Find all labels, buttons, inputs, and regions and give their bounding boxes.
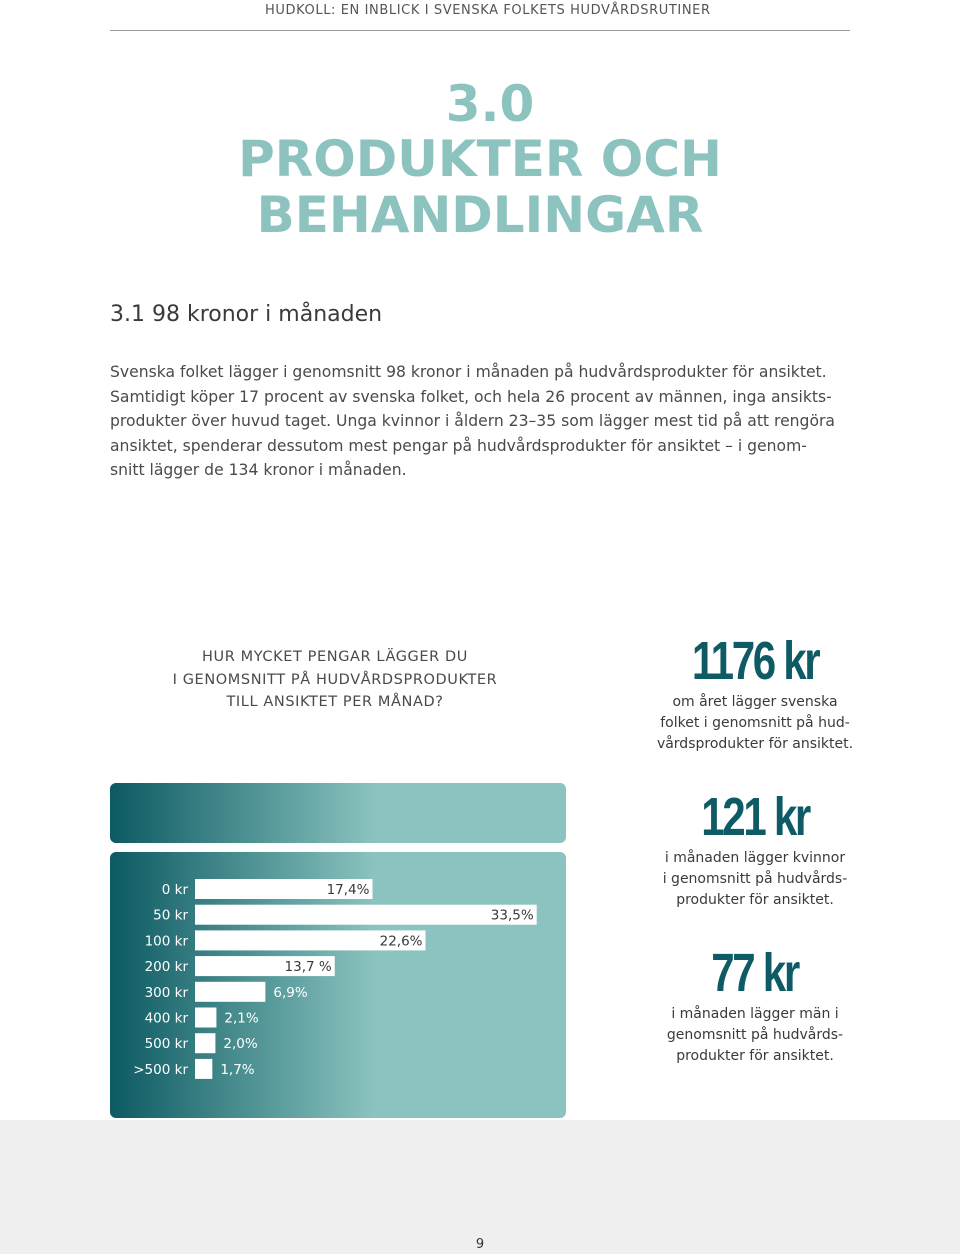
category-label: 500 kr — [144, 1036, 188, 1053]
category-label: 50 kr — [153, 907, 188, 924]
category-label: 0 kr — [161, 882, 188, 898]
category-label: 300 kr — [144, 984, 188, 1001]
page-number: 9 — [475, 1237, 485, 1252]
stat-yearly-value: 1176 kr — [691, 631, 819, 691]
running-header-text: HUDKOLL: EN INBLICK I SVENSKA FOLKETS HUDVÅRDSRUTINER — [265, 3, 711, 18]
value-label: 33,5% — [490, 907, 534, 924]
stat-desc-line: i genomsnitt på hudvårds- — [662, 871, 848, 887]
value-label: 22,6% — [379, 933, 423, 950]
stat-desc-line: i månaden lägger kvinnor — [664, 850, 846, 866]
value-label: 2,0% — [223, 1036, 258, 1053]
body-line: snitt lägger de 134 kronor i månaden. — [110, 461, 407, 479]
bar — [195, 1008, 216, 1028]
value-label: 6,9% — [273, 984, 308, 1001]
jar-lid — [110, 783, 566, 843]
section-heading: 3.1 98 kronor i månaden — [110, 302, 383, 327]
question-line: I GENOMSNITT PÅ HUDVÅRDSPRODUKTER — [172, 671, 498, 688]
question-line: TILL ANSIKTET PER MÅNAD? — [226, 694, 444, 710]
stat-desc-line: om året lägger svenska — [672, 694, 838, 710]
chapter-title-line-2: BEHANDLINGAR — [256, 186, 704, 244]
stat-desc-line: i månaden lägger män i — [671, 1006, 839, 1022]
value-label: 13,7 % — [284, 959, 332, 976]
chapter-number: 3.0 — [445, 75, 535, 133]
category-label: 100 kr — [144, 933, 188, 950]
bar — [195, 905, 537, 925]
stat-men-value: 77 kr — [711, 943, 799, 1003]
category-label: 200 kr — [144, 959, 188, 976]
stat-desc-line: folket i genomsnitt på hud- — [660, 715, 850, 731]
value-label: 1,7% — [220, 1061, 255, 1078]
stat-desc-line: vårdsprodukter för ansiktet. — [656, 736, 854, 752]
question-line: HUR MYCKET PENGAR LÄGGER DU — [202, 649, 468, 665]
category-label: >500 kr — [133, 1061, 188, 1078]
body-line: produkter över huvud taget. Unga kvinnor i åldern 23–35 som lägger mest tid på att rengöra — [110, 412, 835, 430]
body-line: Samtidigt köper 17 procent av svenska folket, och hela 26 procent av männen, inga ansikts- — [110, 387, 832, 406]
value-label: 17,4% — [326, 882, 370, 898]
body-line: ansiktet, spenderar dessutom mest pengar på hudvårdsprodukter för ansiktet – i genom- — [110, 436, 807, 455]
category-label: 400 kr — [144, 1010, 188, 1027]
stat-desc-line: produkter för ansiktet. — [676, 1048, 834, 1064]
stat-desc-line: produkter för ansiktet. — [676, 892, 834, 908]
bar — [195, 1033, 215, 1053]
bar — [195, 982, 265, 1002]
bar — [195, 1059, 212, 1079]
value-label: 2,1% — [224, 1010, 259, 1027]
stat-women-value: 121 kr — [701, 787, 809, 847]
chapter-title-line-1: PRODUKTER OCH — [238, 130, 722, 188]
body-line: Svenska folket lägger i genomsnitt 98 kronor i månaden på hudvårdsprodukter för ansiktet. — [110, 363, 827, 381]
stat-desc-line: genomsnitt på hudvårds- — [666, 1027, 844, 1043]
